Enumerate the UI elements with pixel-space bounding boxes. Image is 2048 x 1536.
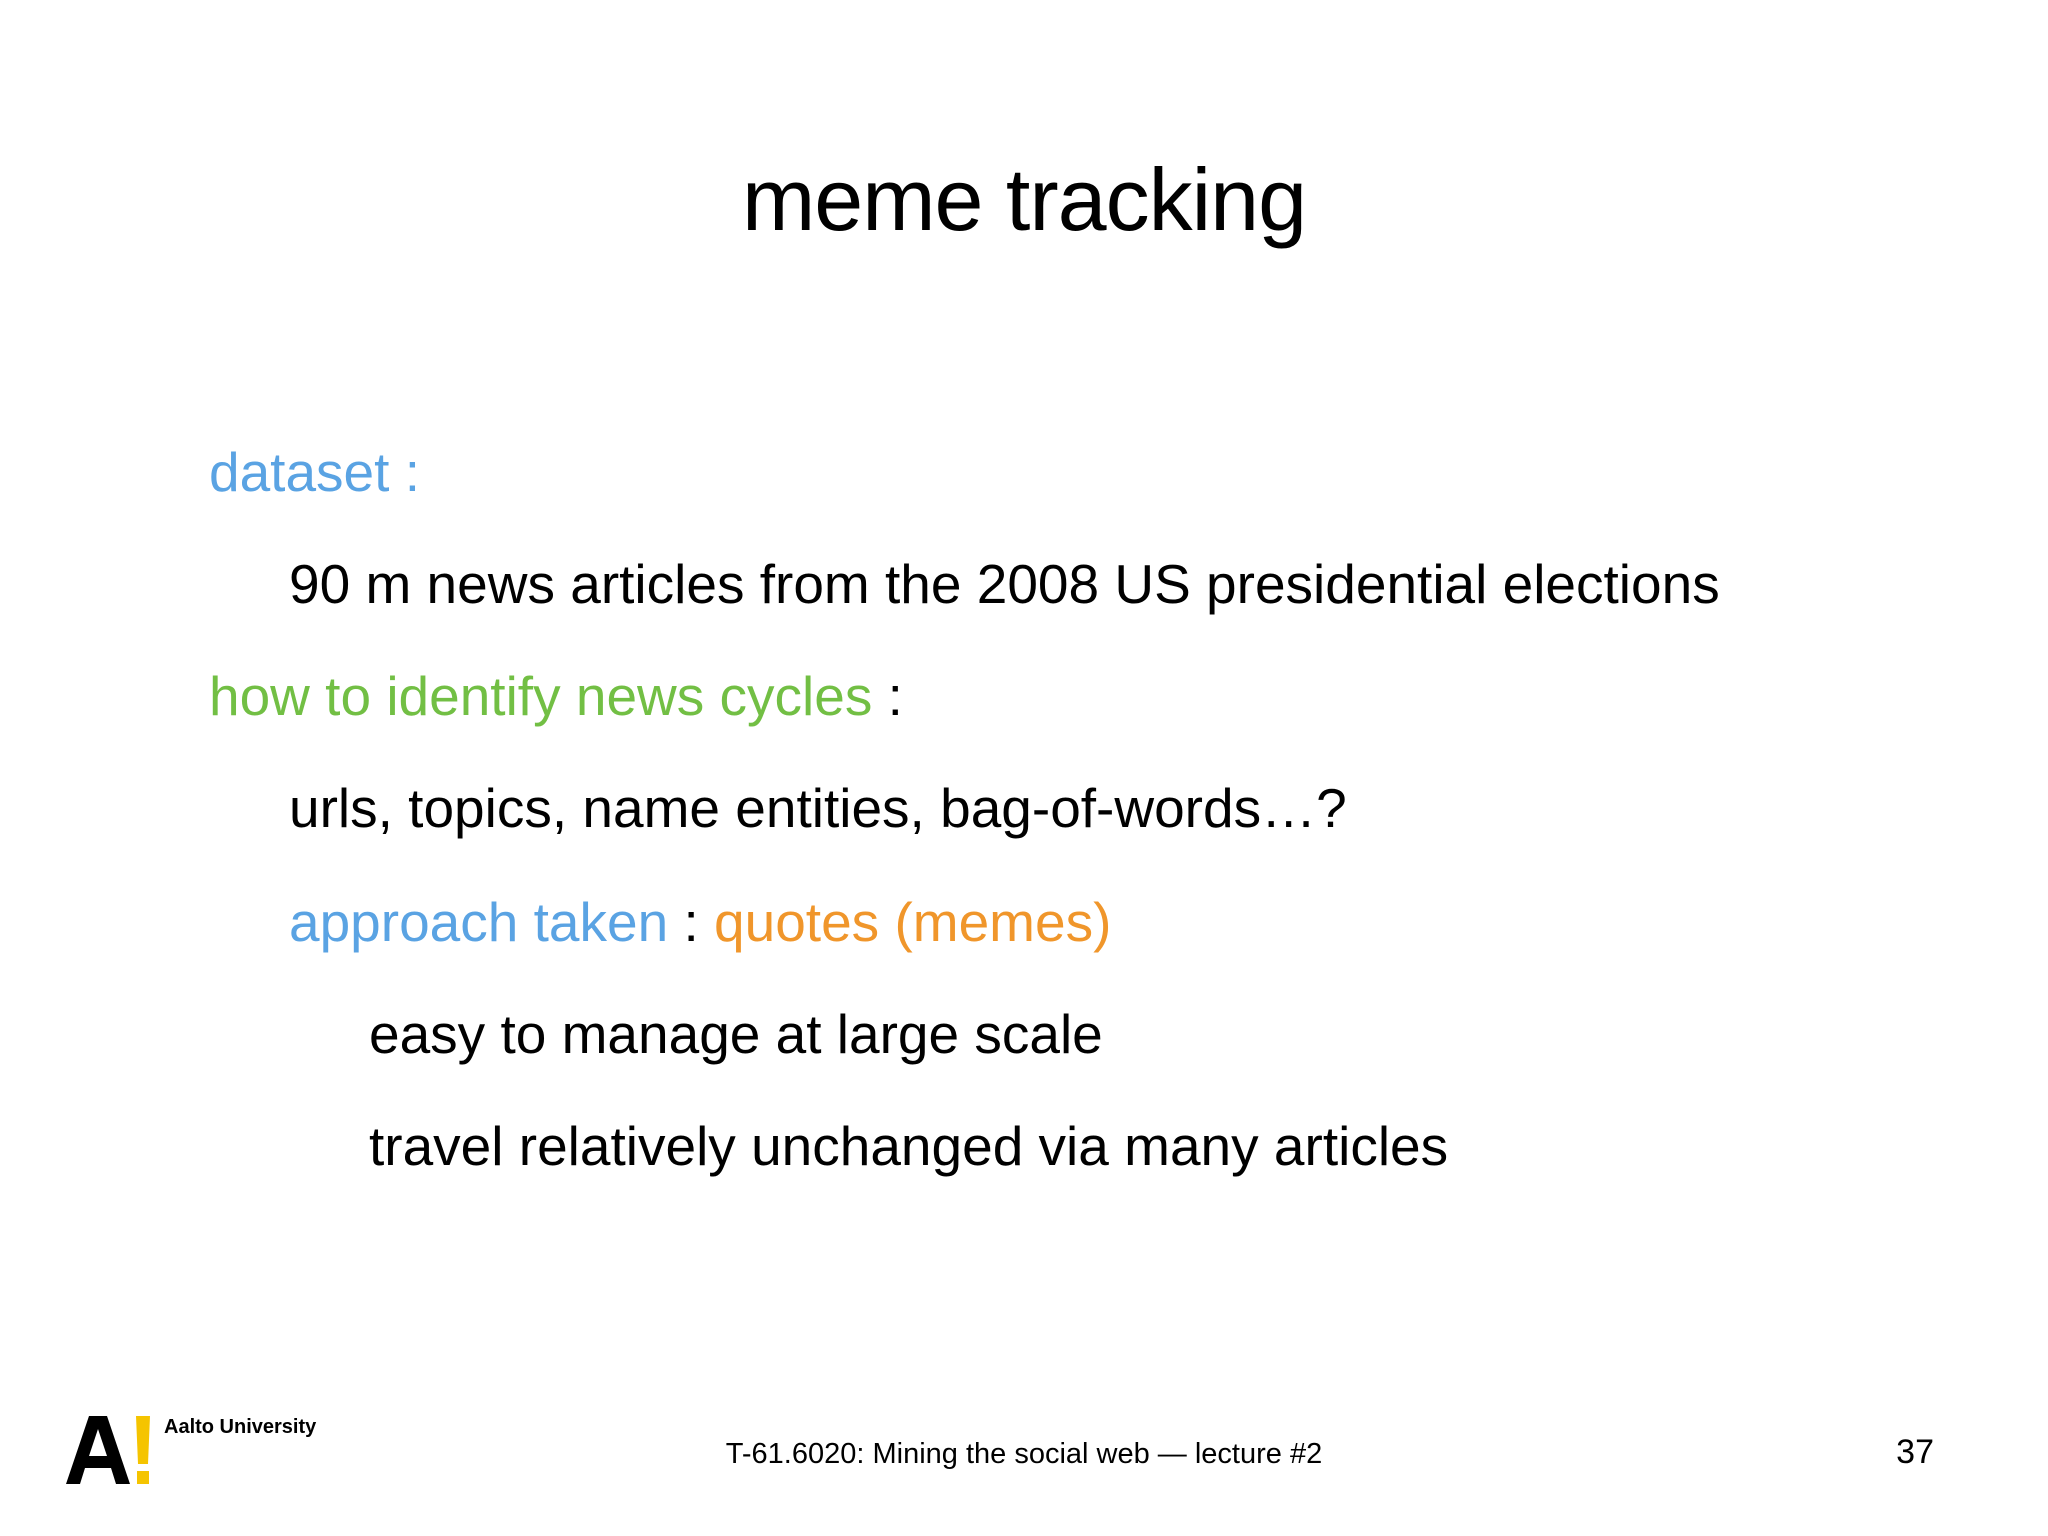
approach-point-1-text: easy to manage at large scale bbox=[369, 1003, 1103, 1065]
approach-line bbox=[289, 887, 1111, 957]
dataset-label: dataset : bbox=[209, 441, 420, 503]
approach-colon: : bbox=[668, 891, 715, 953]
news-cycles-options bbox=[289, 773, 1347, 843]
approach-value: quotes (memes) bbox=[714, 891, 1112, 953]
university-name: Aalto University bbox=[164, 1416, 317, 1438]
dataset-text: 90 m news articles from the 2008 US presidential elections bbox=[289, 553, 1720, 615]
approach-point-2 bbox=[369, 1111, 1448, 1181]
news-cycles-options-text: urls, topics, name entities, bag-of-words…? bbox=[289, 777, 1347, 839]
approach-point-1 bbox=[369, 999, 1103, 1069]
page-number: 37 bbox=[1896, 1433, 1934, 1471]
dataset-heading bbox=[209, 437, 420, 507]
dataset-description bbox=[289, 549, 1720, 619]
course-footer: T-61.6020: Mining the social web — lecture #2 bbox=[725, 1438, 1323, 1470]
news-cycles-label: how to identify news cycles bbox=[209, 665, 873, 727]
news-cycles-colon: : bbox=[872, 665, 903, 727]
slide-title: meme tracking bbox=[741, 150, 1307, 249]
news-cycles-heading bbox=[209, 661, 903, 731]
approach-label: approach taken bbox=[289, 891, 669, 953]
approach-point-2-text: travel relatively unchanged via many articles bbox=[369, 1115, 1449, 1177]
